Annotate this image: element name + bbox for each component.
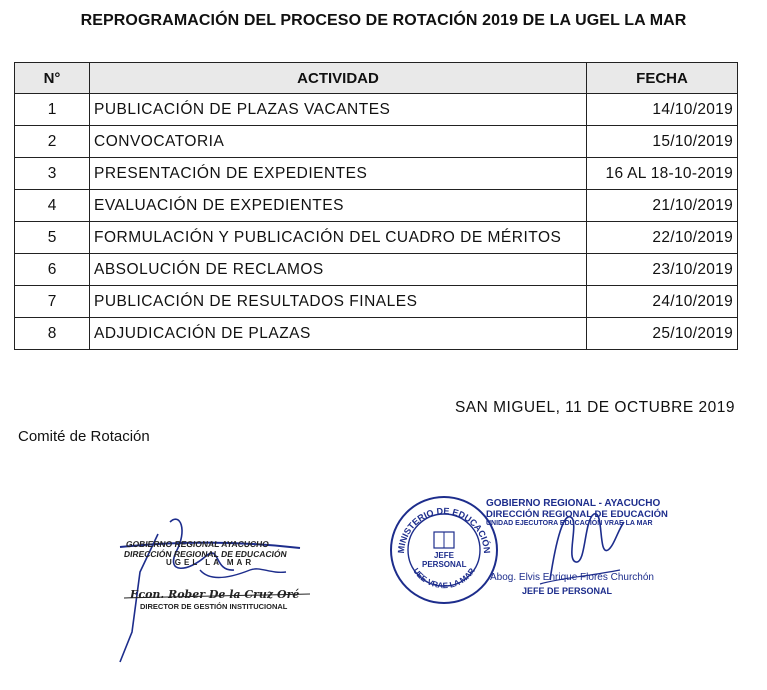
stamp-right-name: Abog. Elvis Enrique Flores Churchón [490,572,654,583]
row-activity: EVALUACIÓN DE EXPEDIENTES [90,190,587,222]
place-and-date: SAN MIGUEL, 11 DE OCTUBRE 2019 [454,399,735,416]
table-row [15,126,738,158]
stamp-left-role: DIRECTOR DE GESTIÓN INSTITUCIONAL [140,602,288,611]
table-row [15,190,738,222]
seal-ring-top: MINISTERIO DE EDUCACIÓN [395,505,493,554]
table-row [15,286,738,318]
row-date: 23/10/2019 [587,254,738,286]
row-activity: ABSOLUCIÓN DE RECLAMOS [90,254,587,286]
seal-ring-bottom: UEE-VRAE LA MAR [411,566,477,591]
row-date: 14/10/2019 [587,94,738,126]
row-number: 4 [15,190,90,222]
row-number: 8 [15,318,90,350]
row-number: 1 [15,94,90,126]
stamp-left-line1: GOBIERNO REGIONAL AYACUCHO [125,539,270,549]
table-header-row [15,63,738,94]
row-activity: FORMULACIÓN Y PUBLICACIÓN DEL CUADRO DE MÉRITOS [90,222,587,254]
row-activity: CONVOCATORIA [90,126,587,158]
row-number: 6 [15,254,90,286]
stamp-right-role: JEFE DE PERSONAL [522,586,613,596]
row-number: 2 [15,126,90,158]
document-title: REPROGRAMACIÓN DEL PROCESO DE ROTACIÓN 2019 DE LA UGEL LA MAR [80,12,687,29]
left-signature-stamp [110,512,350,682]
table-row [15,318,738,350]
stamp-right-line2: DIRECCIÓN REGIONAL DE EDUCACIÓN [486,509,668,520]
header-number: N° [15,63,90,94]
row-activity: ADJUDICACIÓN DE PLAZAS [90,318,587,350]
row-date: 25/10/2019 [587,318,738,350]
table-row [15,94,738,126]
stamp-left-name: Econ. Rober De la Cruz Oré [130,588,300,601]
stamp-right-line1: GOBIERNO REGIONAL - AYACUCHO [486,498,661,509]
stamp-right-line3: UNIDAD EJECUTORA EDUCACIÓN VRAE LA MAR [486,520,653,527]
row-number: 7 [15,286,90,318]
svg-text:UEE-VRAE LA MAR [411,566,477,590]
row-number: 3 [15,158,90,190]
row-activity: PUBLICACIÓN DE RESULTADOS FINALES [90,286,587,318]
row-date: 22/10/2019 [587,222,738,254]
stamp-left-line2: DIRECCIÓN REGIONAL DE EDUCACIÓN [123,549,288,559]
header-activity: ACTIVIDAD [90,63,587,94]
table-row [15,254,738,286]
table-row [15,222,738,254]
row-date: 16 AL 18-10-2019 [587,158,738,190]
row-date: 24/10/2019 [587,286,738,318]
seal-center-text: JEFE PERSONAL [422,551,467,569]
row-date: 21/10/2019 [587,190,738,222]
schedule-table [14,62,738,350]
right-signature-scribble-icon [520,500,630,590]
row-number: 5 [15,222,90,254]
table-row [15,158,738,190]
header-date: FECHA [587,63,738,94]
committee-label: Comité de Rotación [18,428,150,445]
stamp-left-line3: UGEL LA MAR [166,558,255,567]
row-activity: PUBLICACIÓN DE PLAZAS VACANTES [90,94,587,126]
row-activity: PRESENTACIÓN DE EXPEDIENTES [90,158,587,190]
row-date: 15/10/2019 [587,126,738,158]
